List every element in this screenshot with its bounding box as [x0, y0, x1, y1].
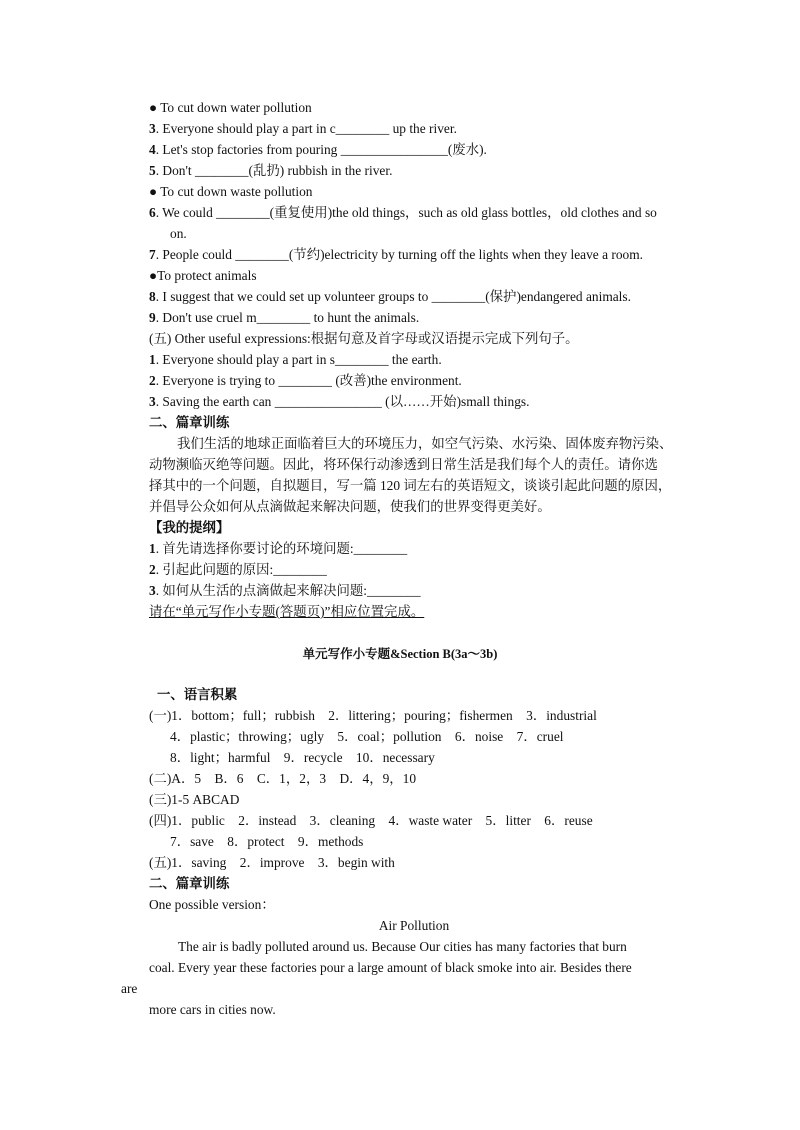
bullet-heading-animals: ●To protect animals	[149, 268, 257, 283]
answer-line-8: (五)1．saving 2．improve 3．begin with	[149, 855, 395, 870]
expression-item-2: 2. Everyone is trying to ________ (改善)the environment.	[149, 373, 462, 388]
exercise-item-7: 7. People could ________(节约)electricity by turning off the lights when they leave a room.	[149, 247, 643, 262]
answer-heading-writing: 二、篇章训练	[149, 876, 230, 891]
outline-title: 【我的提纲】	[149, 520, 230, 535]
essay-line-3: are	[121, 981, 138, 996]
section-five-heading: (五) Other useful expressions:根据句意及首字母或汉语提示完成下列句子。	[149, 331, 579, 346]
expression-item-1: 1. Everyone should play a part in s________ the earth.	[149, 352, 442, 367]
exercise-item-8: 8. I suggest that we could set up volunteer groups to ________(保护)endangered animals.	[149, 289, 631, 304]
bullet-heading-water: ● To cut down water pollution	[149, 100, 312, 115]
answer-line-5: (三)1-5 ABCAD	[149, 792, 240, 807]
writing-paragraph-line-4: 并倡导公众如何从点滴做起来解决问题，使我们的世界变得更美好。	[149, 499, 551, 514]
answer-line-7: 7．save 8．protect 9．methods	[170, 834, 364, 849]
expression-item-3: 3. Saving the earth can ________________ (以……开始)small things.	[149, 394, 530, 409]
answer-page-note: 请在“单元写作小专题(答题页)”相应位置完成。	[149, 604, 425, 619]
answer-line-3: 8．light；harmful 9．recycle 10．necessary	[170, 750, 435, 765]
outline-item-3: 3. 如何从生活的点滴做起来解决问题:________	[149, 583, 421, 598]
exercise-item-9: 9. Don't use cruel m________ to hunt the animals.	[149, 310, 420, 325]
answer-line-6: (四)1．public 2．instead 3．cleaning 4．waste water 5．litter 6．reuse	[149, 813, 593, 828]
exercise-item-6: 6. We could ________(重复使用)the old things，such as old glass bottles，old clothes and so	[149, 205, 657, 220]
bullet-heading-waste: ● To cut down waste pollution	[149, 184, 313, 199]
writing-heading: 二、篇章训练	[149, 415, 230, 430]
version-label: One possible version：	[149, 897, 275, 912]
answer-line-4: (二)A．5 B．6 C．1，2，3 D．4，9，10	[149, 771, 417, 786]
writing-paragraph-line-3: 择其中的一个问题，自拟题目，写一篇 120 词左右的英语短文，谈谈引起此问题的原因，	[149, 478, 672, 493]
essay-line-4: more cars in cities now.	[149, 1002, 276, 1017]
essay-line-1: The air is badly polluted around us. Because Our cities has many factories that burn	[178, 939, 627, 954]
exercise-item-4: 4. Let's stop factories from pouring ________________(废水).	[149, 142, 487, 157]
answer-heading-language: 一、语言积累	[157, 687, 238, 702]
writing-paragraph-line-1: 我们生活的地球正面临着巨大的环境压力，如空气污染、水污染、固体废弃物污染、	[177, 436, 673, 451]
exercise-item-3: 3. Everyone should play a part in c________ up the river.	[149, 121, 457, 136]
essay-line-2: coal. Every year these factories pour a large amount of black smoke into air. Besides there	[149, 960, 632, 975]
exercise-item-6-continued: on.	[170, 226, 187, 241]
essay-title: Air Pollution	[378, 918, 450, 933]
writing-paragraph-line-2: 动物濒临灭绝等问题。因此，将环保行动渗透到日常生活是我们每个人的责任。请你选	[149, 457, 658, 472]
answer-line-2: 4．plastic；throwing；ugly 5．coal；pollution 6．noise 7．cruel	[170, 729, 564, 744]
outline-item-1: 1. 首先请选择你要讨论的环境问题:________	[149, 541, 408, 556]
answer-section-title: 单元写作小专题&Section B(3a～3b)	[302, 647, 498, 661]
answer-line-1: (一)1．bottom；full；rubbish 2．littering；pouring；fishermen 3．industrial	[149, 708, 597, 723]
exercise-item-5: 5. Don't ________(乱扔) rubbish in the river.	[149, 163, 393, 178]
outline-item-2: 2. 引起此问题的原因:________	[149, 562, 327, 577]
